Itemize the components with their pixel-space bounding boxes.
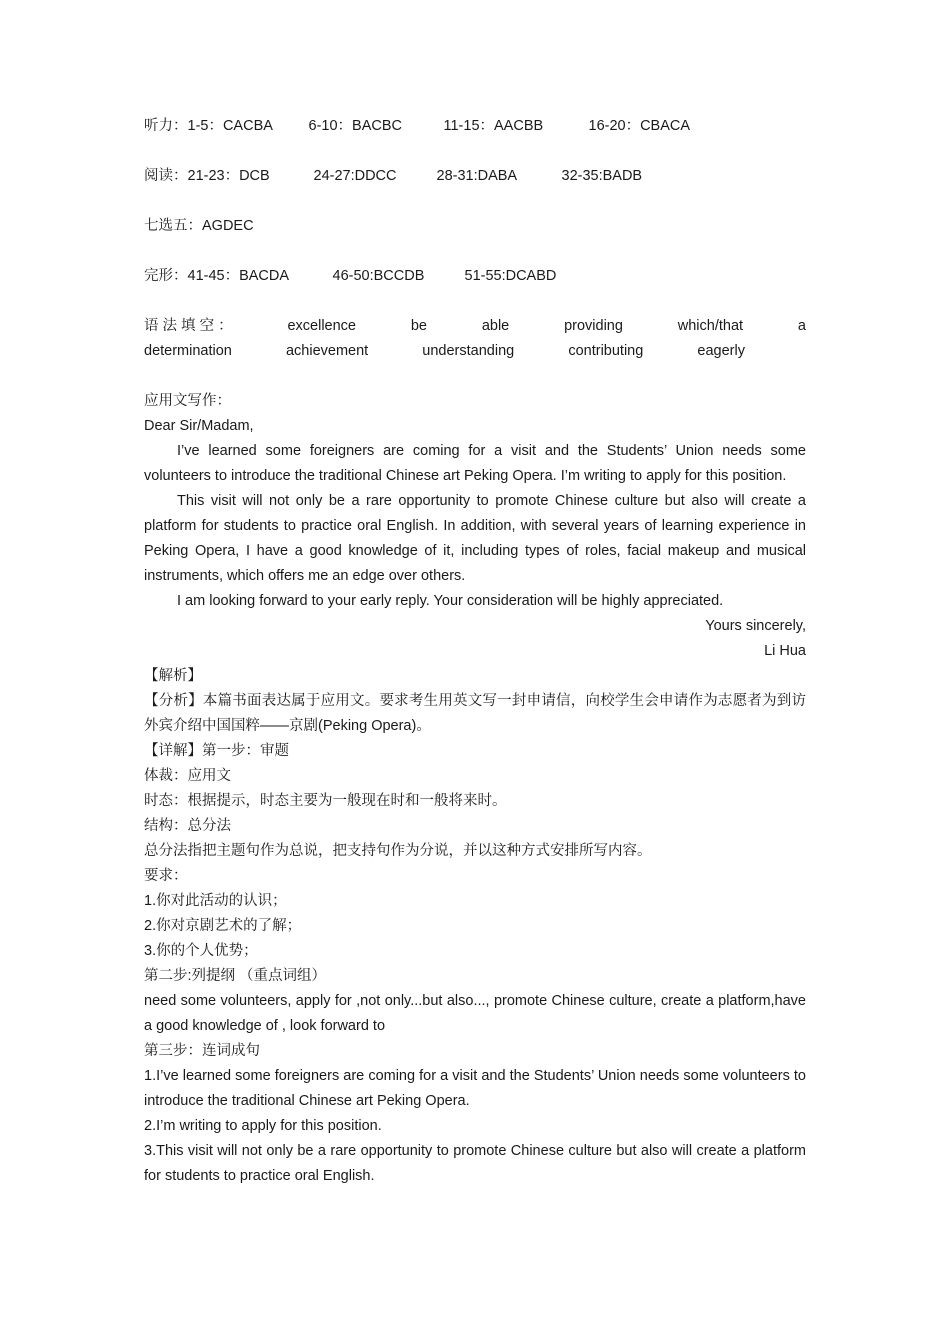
writing-heading: 应用文写作：	[144, 393, 231, 409]
grammar-answer: contributing	[568, 343, 644, 359]
writing-section	[144, 389, 806, 664]
answer-group: AGDEC	[202, 218, 254, 234]
reading-answers	[144, 164, 806, 214]
answer-group: 6-10：BACBC	[308, 118, 402, 134]
answer-group: 51-55:DCABD	[464, 268, 557, 284]
answer-group: 41-45：BACDA	[187, 268, 290, 284]
grammar-fill-label: 语 法 填 空 ：	[144, 318, 233, 334]
answer-group: 1-5：CACBA	[187, 118, 273, 134]
grammar-answer: providing	[564, 318, 623, 334]
listening-label: 听力：	[144, 118, 188, 134]
grammar-answer: excellence	[287, 318, 356, 334]
tense-line: 时态：根据提示，时态主要为一般现在时和一般将来时。	[144, 793, 507, 809]
grammar-fill-line-2	[144, 339, 806, 364]
answer-group: 32-35:BADB	[561, 168, 643, 184]
letter-paragraph: I am looking forward to your early reply. Your consideration will be highly appreciated.	[177, 593, 724, 609]
analysis-title: 【解析】	[144, 668, 202, 684]
cloze-answers	[144, 264, 806, 314]
analysis-section	[144, 664, 806, 1189]
structure-line: 结构：总分法	[144, 818, 231, 834]
reading-label: 阅读：	[144, 168, 188, 184]
grammar-answer: eagerly	[697, 343, 745, 359]
answer-group: 11-15：AACBB	[443, 118, 544, 134]
step-one-heading: 【详解】第一步：审题	[144, 743, 289, 759]
analysis-summary: 【分析】本篇书面表达属于应用文。要求考生用英文写一封申请信，向校学生会申请作为志愿者为到访外宾介绍中国国粹——京剧(Peking Opera)。	[144, 693, 806, 734]
answer-group: 24-27:DDCC	[313, 168, 397, 184]
grammar-answer: able	[481, 318, 510, 334]
requirements-label: 要求：	[144, 868, 188, 884]
genre-line: 体裁：应用文	[144, 768, 231, 784]
grammar-answer: achievement	[285, 343, 369, 359]
letter-paragraph: I’ve learned some foreigners are coming for a visit and the Students’ Union needs some volunteers to introduce the traditional Chinese art Peking Opera. I’m writing to apply for this position.	[144, 443, 806, 484]
grammar-answer: determination	[144, 343, 232, 359]
letter-signature: Li Hua	[764, 643, 806, 659]
example-sentence: 1.I’ve learned some foreigners are coming for a visit and the Students’ Union needs some volunteers to introduce the traditional Chinese art Peking Opera.	[144, 1068, 806, 1109]
letter-salutation: Dear Sir/Madam,	[144, 418, 254, 434]
key-phrases: need some volunteers, apply for ,not only...but also..., promote Chinese culture, create a platform,have a good knowledge of , look forward to	[144, 993, 806, 1034]
step-three-heading: 第三步：连词成句	[144, 1043, 260, 1059]
grammar-answer: be	[410, 318, 427, 334]
seven-choose-five-label: 七选五：	[144, 218, 202, 234]
cloze-label: 完形：	[144, 268, 188, 284]
answer-group: 21-23：DCB	[187, 168, 270, 184]
letter-closing: Yours sincerely,	[705, 618, 806, 634]
document-content	[144, 114, 806, 1189]
answer-group: 28-31:DABA	[436, 168, 518, 184]
letter-paragraph: This visit will not only be a rare opportunity to promote Chinese culture but also will create a platform for students to practice oral English. In addition, with several years of learning experience in Peking Opera, I have a good knowledge of it, including types of roles, facial makeup and musical instruments, which offers me an edge over others.	[144, 493, 806, 584]
example-sentence: 2.I’m writing to apply for this position.	[144, 1118, 382, 1134]
example-sentence: 3.This visit will not only be a rare opportunity to promote Chinese culture but also will create a platform for students to practice oral English.	[144, 1143, 806, 1184]
listening-answers	[144, 114, 806, 164]
requirement-item: 2.你对京剧艺术的了解；	[144, 918, 302, 934]
grammar-fill-line-1	[144, 314, 806, 339]
grammar-answer: which/that	[677, 318, 744, 334]
grammar-fill-answers	[144, 314, 806, 364]
seven-choose-five-answers	[144, 214, 806, 264]
step-two-heading: 第二步:列提纲 （重点词组）	[144, 968, 327, 984]
grammar-answer: a	[797, 318, 806, 334]
answer-group: 46-50:BCCDB	[332, 268, 425, 284]
requirement-item: 3.你的个人优势；	[144, 943, 258, 959]
answer-group: 16-20：CBACA	[588, 118, 691, 134]
requirement-item: 1.你对此活动的认识；	[144, 893, 287, 909]
structure-description: 总分法指把主题句作为总说，把支持句作为分说，并以这种方式安排所写内容。	[144, 843, 652, 859]
grammar-answer: understanding	[422, 343, 515, 359]
